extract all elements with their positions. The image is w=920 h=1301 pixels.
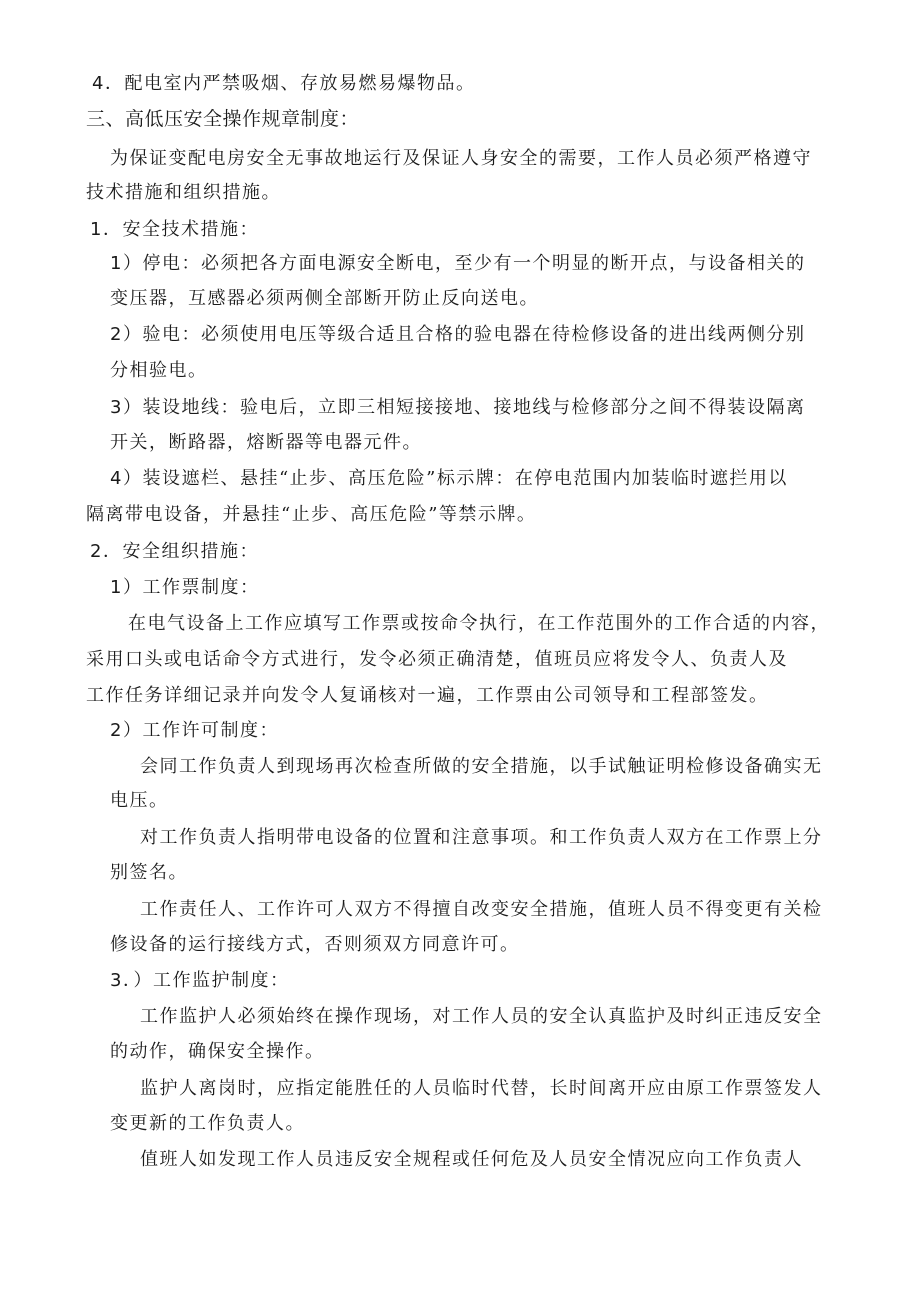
- supervision-para-2-line-1: 监护人离岗时，应指定能胜任的人员临时代替，长时间离开应由原工作票签发人: [140, 1078, 823, 1099]
- supervision-para-1-line-2: 的动作，确保安全操作。: [110, 1041, 325, 1062]
- ticket-line-1: 在电气设备上工作应填写工作票或按命令执行，在工作范围外的工作合适的内容，: [128, 613, 830, 634]
- permit-para-3-line-2: 修设备的运行接线方式，否则须双方同意许可。: [110, 934, 520, 955]
- permit-title: 工作许可制度：: [142, 720, 279, 741]
- permit-para-2-line-2: 别签名。: [110, 862, 188, 883]
- ticket-heading: [110, 576, 259, 600]
- ticket-title: 工作票制度：: [142, 577, 260, 598]
- permit-para-1-line-1: 会同工作负责人到现场再次检查所做的安全措施，以手试触证明检修设备确实无: [140, 756, 823, 777]
- item-4-text: ．配电室内严禁吸烟、存放易燃易爆物品。: [104, 73, 476, 94]
- tech-item-4-number: 4）: [110, 468, 143, 489]
- tech-item-4-line-1: [110, 467, 788, 491]
- tech-item-3-text: 装设地线：验电后，立即三相短接接地、接地线与检修部分之间不得装设隔离: [142, 397, 806, 418]
- supervision-para-2-line-2: 变更新的工作负责人。: [110, 1113, 305, 1134]
- tech-item-4-text: 装设遮栏、悬挂“止步、高压危险”标示牌：在停电范围内加装临时遮拦用以: [142, 468, 788, 489]
- item-4-line: [92, 72, 475, 96]
- supervision-title: 工作监护制度：: [152, 970, 290, 991]
- supervision-heading: [110, 969, 289, 993]
- permit-heading: [110, 719, 279, 743]
- tech-item-1-line-1: [110, 252, 805, 276]
- tech-item-1-line-2: 变压器，互感器必须两侧全部断开防止反向送电。: [110, 288, 539, 309]
- ticket-line-3: 工作任务详细记录并向发令人复诵核对一遍，工作票由公司领导和工程部签发。: [86, 685, 769, 706]
- tech-item-3-number: 3）: [110, 397, 143, 418]
- supervision-suffix: ．）: [122, 970, 153, 991]
- supervision-para-3-line-1: 值班人如发现工作人员违反安全规程或任何危及人员安全情况应向工作负责人: [140, 1149, 803, 1170]
- tech-item-4-line-2: 隔离带电设备，并悬挂“止步、高压危险”等禁示牌。: [86, 504, 537, 525]
- tech-item-3-line-1: [110, 396, 805, 420]
- intro-line-2: 技术措施和组织措施。: [86, 182, 281, 203]
- permit-para-1-line-2: 电压。: [110, 790, 169, 811]
- tech-item-3-line-2: 开关，断路器，熔断器等电器元件。: [110, 432, 422, 453]
- intro-line-1: 为保证变配电房安全无事故地运行及保证人身安全的需要，工作人员必须严格遵守: [110, 148, 812, 169]
- item-4-number: 4: [92, 73, 105, 94]
- org-heading-number: 2: [90, 541, 103, 562]
- supervision-para-1-line-1: 工作监护人必须始终在操作现场，对工作人员的安全认真监护及时纠正违反安全: [140, 1006, 823, 1027]
- supervision-number: 3: [110, 970, 123, 991]
- tech-item-2-text: 验电：必须使用电压等级合适且合格的验电器在待检修设备的进出线两侧分别: [142, 324, 806, 345]
- tech-item-2-line-1: [110, 323, 805, 347]
- tech-item-1-text: 停电：必须把各方面电源安全断电，至少有一个明显的断开点，与设备相关的: [142, 253, 806, 274]
- tech-measures-heading: [90, 218, 259, 242]
- permit-para-3-line-1: 工作责任人、工作许可人双方不得擅自改变安全措施，值班人员不得变更有关检: [140, 899, 823, 920]
- permit-number: 2）: [110, 720, 143, 741]
- org-measures-heading: [90, 540, 259, 564]
- tech-item-2-line-2: 分相验电。: [110, 360, 208, 381]
- tech-heading-text: ．安全技术措施：: [102, 219, 259, 240]
- tech-item-1-number: 1）: [110, 253, 143, 274]
- section-3-heading: 三、高低压安全操作规章制度：: [86, 108, 360, 130]
- permit-para-2-line-1: 对工作负责人指明带电设备的位置和注意事项。和工作负责人双方在工作票上分: [140, 827, 823, 848]
- tech-heading-number: 1: [90, 219, 103, 240]
- ticket-number: 1）: [110, 577, 143, 598]
- org-heading-text: ．安全组织措施：: [102, 541, 259, 562]
- tech-item-2-number: 2）: [110, 324, 143, 345]
- ticket-line-2: 采用口头或电话命令方式进行，发令必须正确清楚，值班员应将发令人、负责人及: [86, 649, 788, 670]
